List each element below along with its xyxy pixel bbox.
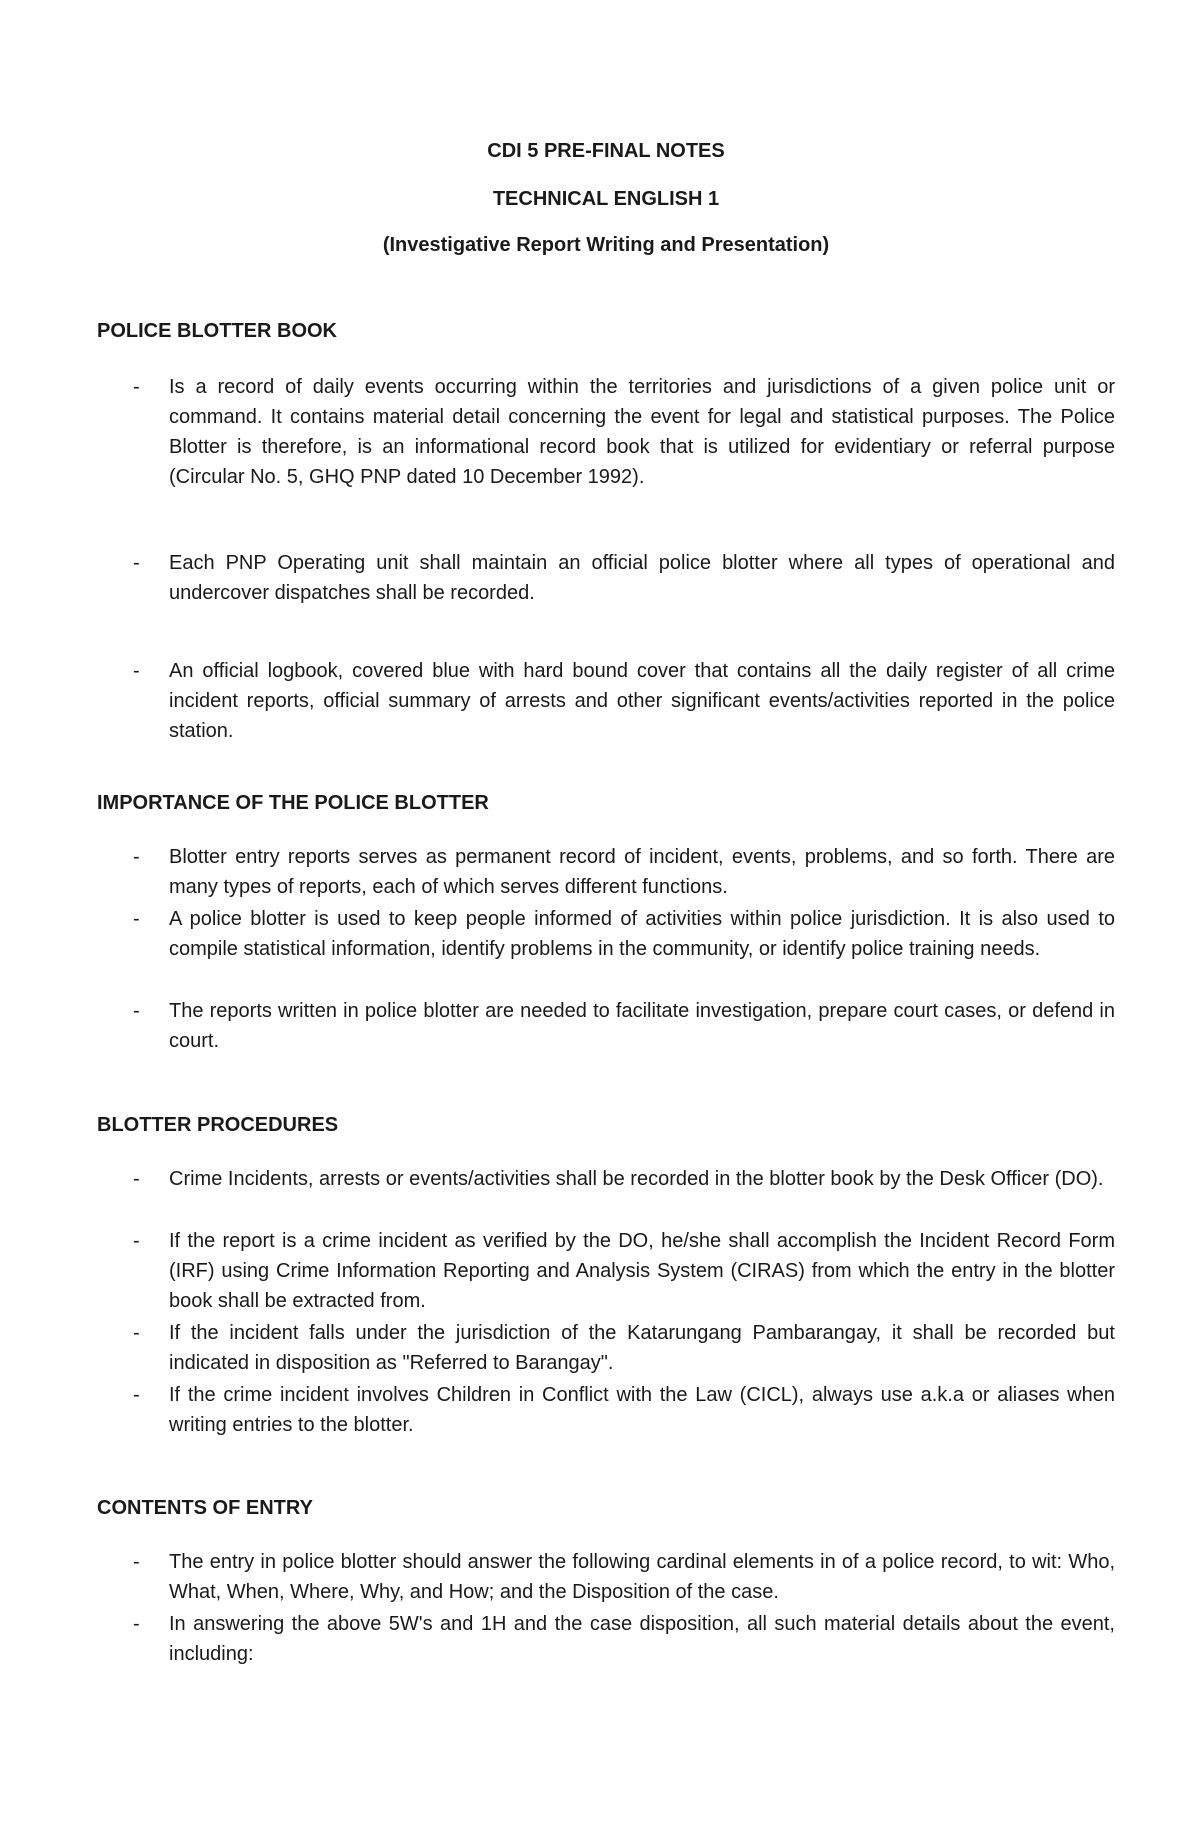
list-item (97, 842, 1115, 902)
bullet-marker: - (133, 552, 140, 574)
list-item-text: The entry in police blotter should answer the following cardinal elements in of a police record, to wit: Who, What, When, Where, Why, and How; and the Disposition of the case. (169, 1551, 1115, 1603)
document-caption: (Investigative Report Writing and Presentation) (382, 234, 830, 256)
list-item (97, 1226, 1115, 1316)
list-item-text: An official logbook, covered blue with hard bound cover that contains all the daily register of all crime incident reports, official summary of arrests and other significant events/activities reported in the police station. (169, 660, 1115, 742)
list-item-text: Is a record of daily events occurring within the territories and jurisdictions of a given police unit or command. It contains material detail concerning the event for legal and statistical purposes. The Police Blotter is therefore, is an informational record book that is utilized for evidentiary or referral purpose (Circular No. 5, GHQ PNP dated 10 December 1992). (169, 376, 1115, 488)
section-heading-importance: IMPORTANCE OF THE POLICE BLOTTER (97, 792, 489, 814)
bullet-marker: - (133, 1230, 140, 1252)
list-item-text: If the incident falls under the jurisdiction of the Katarungang Pambarangay, it shall be recorded but indicated in disposition as "Referred to Barangay". (169, 1322, 1115, 1374)
list-item-text: If the crime incident involves Children in Conflict with the Law (CICL), always use a.k.a or aliases when writing entries to the blotter. (169, 1384, 1115, 1436)
section-heading-blotter-procedures: BLOTTER PROCEDURES (97, 1114, 339, 1136)
bullet-marker: - (133, 846, 140, 868)
bullet-marker: - (133, 1000, 140, 1022)
list-item-text: Blotter entry reports serves as permanent record of incident, events, problems, and so forth. There are many types of reports, each of which serves different functions. (169, 846, 1115, 898)
list-item (97, 1547, 1115, 1607)
list-item-text: A police blotter is used to keep people informed of activities within police jurisdiction. It is also used to compile statistical information, identify problems in the community, or identify police training needs. (169, 908, 1115, 960)
list-item (97, 1164, 1115, 1194)
document-title: CDI 5 PRE-FINAL NOTES (487, 140, 725, 162)
list-item (97, 996, 1115, 1056)
bullet-marker: - (133, 1322, 140, 1344)
document-page (97, 0, 1115, 1835)
bullet-marker: - (133, 1384, 140, 1406)
bullet-marker: - (133, 376, 140, 398)
list-item-text: In answering the above 5W's and 1H and the case disposition, all such material details about the event, including: (169, 1613, 1115, 1665)
section-heading-contents-of-entry: CONTENTS OF ENTRY (97, 1497, 313, 1519)
list-item-text: The reports written in police blotter are needed to facilitate investigation, prepare court cases, or defend in court. (169, 1000, 1115, 1052)
section-heading-police-blotter-book: POLICE BLOTTER BOOK (97, 320, 337, 342)
bullet-marker: - (133, 908, 140, 930)
list-item-text: If the report is a crime incident as verified by the DO, he/she shall accomplish the Incident Record Form (IRF) using Crime Information Reporting and Analysis System (CIRAS) from which the entry in the blotter book shall be extracted from. (169, 1230, 1115, 1312)
bullet-marker: - (133, 1613, 140, 1635)
list-item (97, 1318, 1115, 1378)
bullet-marker: - (133, 1168, 140, 1190)
list-item-text: Crime Incidents, arrests or events/activities shall be recorded in the blotter book by the Desk Officer (DO). (169, 1168, 1104, 1190)
list-item (97, 372, 1115, 492)
list-item (97, 548, 1115, 608)
document-subtitle: TECHNICAL ENGLISH 1 (492, 188, 720, 210)
list-item (97, 1380, 1115, 1440)
list-item (97, 904, 1115, 964)
list-item (97, 1609, 1115, 1669)
list-item (97, 656, 1115, 746)
list-item-text: Each PNP Operating unit shall maintain an official police blotter where all types of operational and undercover dispatches shall be recorded. (169, 552, 1115, 604)
bullet-marker: - (133, 660, 140, 682)
bullet-marker: - (133, 1551, 140, 1573)
